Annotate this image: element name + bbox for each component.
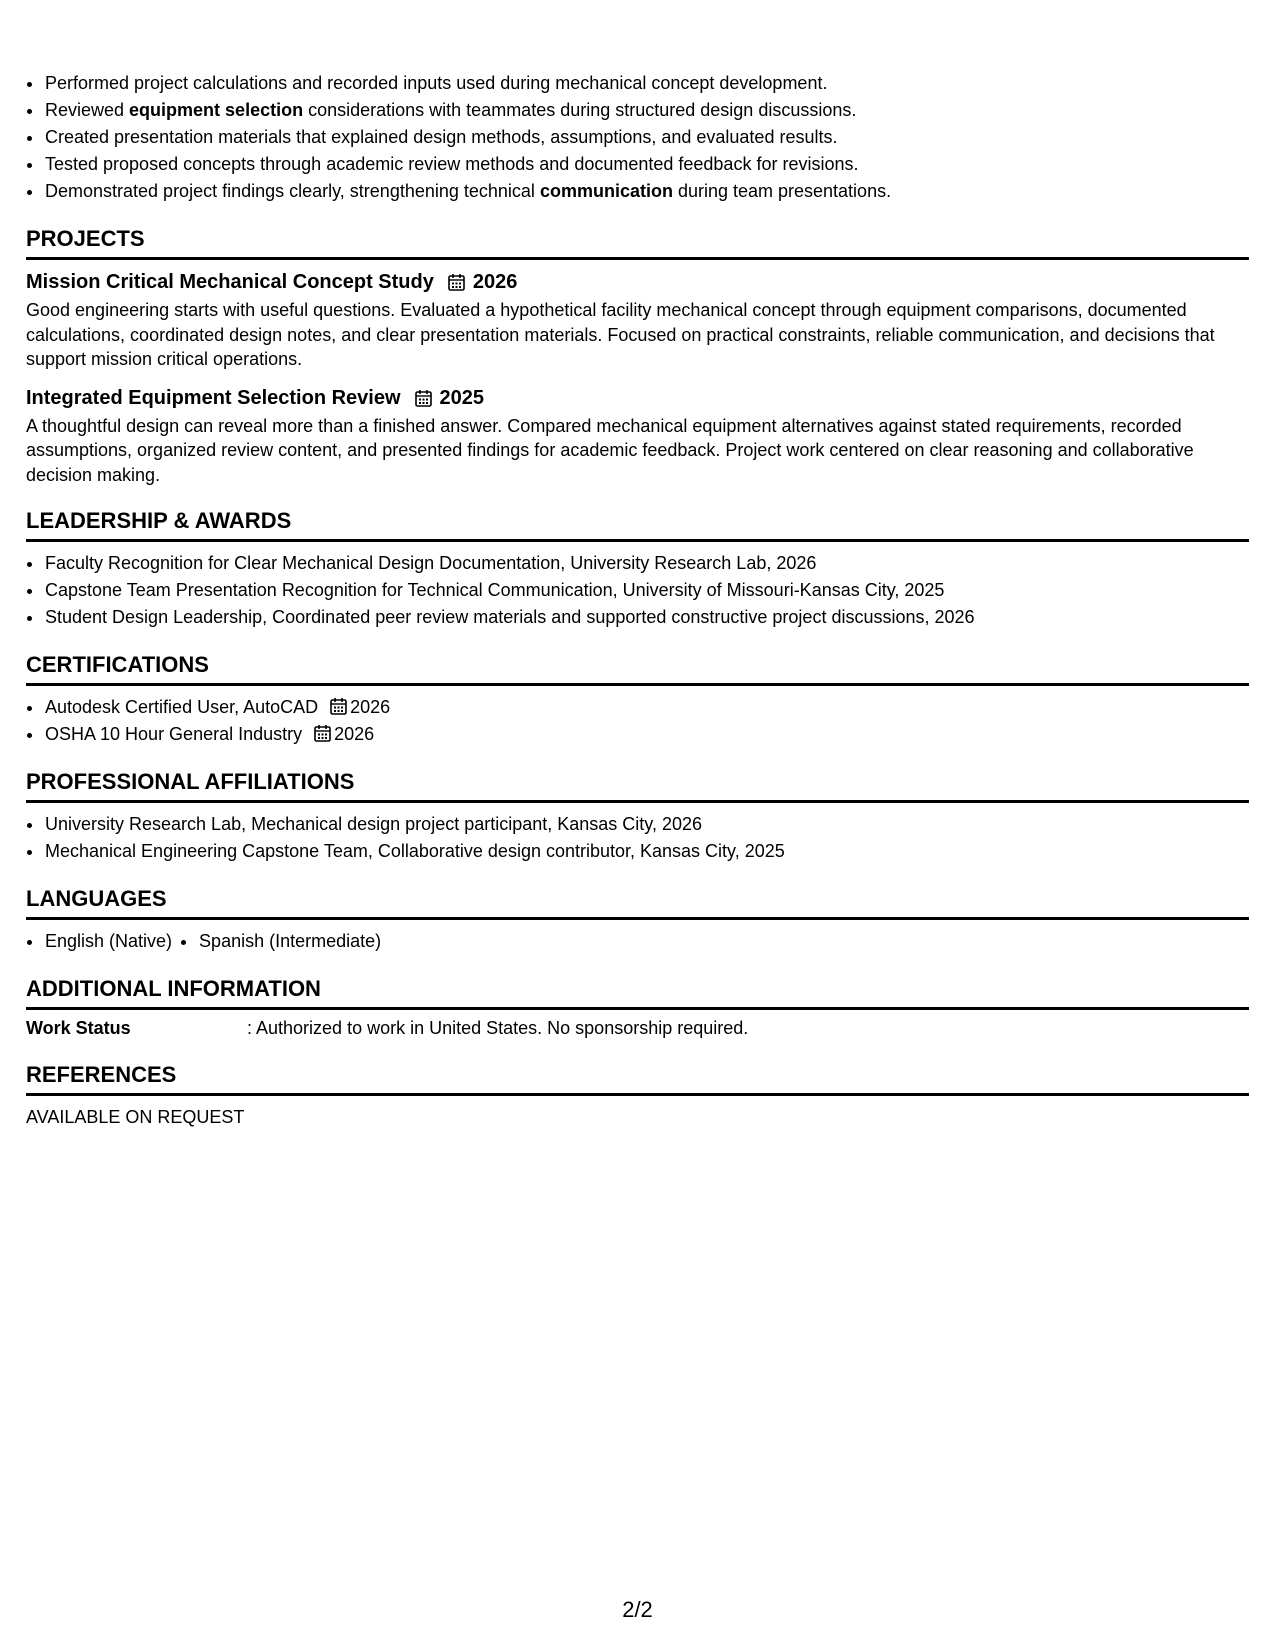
project-entry <box>26 268 1249 372</box>
section-title: REFERENCES <box>26 1061 1249 1096</box>
experience-bullet: • Performed project calculations and recorded inputs used during mechanical concept development. <box>44 70 1249 97</box>
experience-bullet: • Tested proposed concepts through academic review methods and documented feedback for revisions. <box>44 151 1249 178</box>
certification-item <box>44 694 1249 721</box>
affiliation-item: • Mechanical Engineering Capstone Team, Collaborative design contributor, Kansas City, 2025 <box>44 838 1249 865</box>
section-title: ADDITIONAL INFORMATION <box>26 975 1249 1010</box>
experience-bullet: • Created presentation materials that explained design methods, assumptions, and evaluated results. <box>44 124 1249 151</box>
resume-page <box>26 70 1249 1130</box>
work-status-label: Work Status <box>26 1018 131 1038</box>
project-name: Integrated Equipment Selection Review <box>26 386 401 409</box>
work-status-value: : Authorized to work in United States. No sponsorship required. <box>247 1018 749 1038</box>
section-title: PROFESSIONAL AFFILIATIONS <box>26 768 1249 803</box>
project-description: A thoughtful design can reveal more than a finished answer. Compared mechanical equipment alternatives against stated requirements, recorded assumptions, organized review content, and presented findings for academic feedback. Project work centered on clear reasoning and collaborative decision making. <box>26 415 1194 485</box>
certification-item <box>44 721 1249 748</box>
section-title: LEADERSHIP & AWARDS <box>26 507 1249 542</box>
project-year: 2025 <box>439 386 485 409</box>
experience-bullet: • Reviewed equipment selection considerations with teammates during structured design discussions. <box>44 97 1249 124</box>
languages-section <box>26 885 1249 955</box>
work-status-row <box>26 1015 1249 1041</box>
award-item: • Capstone Team Presentation Recognition for Technical Communication, University of Missouri-Kansas City, 2025 <box>44 577 1249 604</box>
projects-section <box>26 225 1249 487</box>
page-number: 2/2 <box>622 1597 653 1622</box>
language-item: • English (Native) <box>44 928 172 955</box>
keyword-highlight: equipment selection <box>129 100 304 120</box>
project-year: 2026 <box>472 271 518 293</box>
experience-bullets <box>26 70 1249 205</box>
calendar-icon <box>330 697 347 715</box>
project-description: Good engineering starts with useful questions. Evaluated a hypothetical facility mechanical concept through equipment comparisons, documented calculations, coordinated design notes, and clear presentation materials. Focused on practical constraints, reliable communication, and decisions that support mission critical operations. <box>26 300 1215 369</box>
leadership-section <box>26 507 1249 631</box>
keyword-highlight: communication <box>539 181 673 201</box>
award-item: • Student Design Leadership, Coordinated peer review materials and supported constructive project discussions, 2026 <box>44 604 1249 631</box>
certification-name: OSHA 10 Hour General Industry <box>45 724 303 744</box>
references-section <box>26 1061 1249 1130</box>
affiliation-item: • University Research Lab, Mechanical design project participant, Kansas City, 2026 <box>44 811 1249 838</box>
section-title: CERTIFICATIONS <box>26 651 1249 686</box>
certifications-section <box>26 651 1249 748</box>
language-item: • Spanish (Intermediate) <box>198 928 381 955</box>
project-entry <box>26 384 1249 488</box>
experience-bullet: • Demonstrated project findings clearly, strengthening technical communication during team presentations. <box>44 178 1249 205</box>
section-title: LANGUAGES <box>26 885 1249 920</box>
certification-year: 2026 <box>350 697 391 717</box>
calendar-icon <box>448 273 465 291</box>
section-title: PROJECTS <box>26 225 1249 260</box>
additional-info-section <box>26 975 1249 1041</box>
certification-name: Autodesk Certified User, AutoCAD <box>45 697 319 717</box>
project-name: Mission Critical Mechanical Concept Study <box>26 271 434 293</box>
certification-year: 2026 <box>334 724 375 744</box>
award-item: • Faculty Recognition for Clear Mechanical Design Documentation, University Research Lab, 2026 <box>44 550 1249 577</box>
calendar-icon <box>314 724 331 742</box>
affiliations-section <box>26 768 1249 865</box>
calendar-icon <box>415 389 432 407</box>
references-text: AVAILABLE ON REQUEST <box>26 1107 245 1127</box>
